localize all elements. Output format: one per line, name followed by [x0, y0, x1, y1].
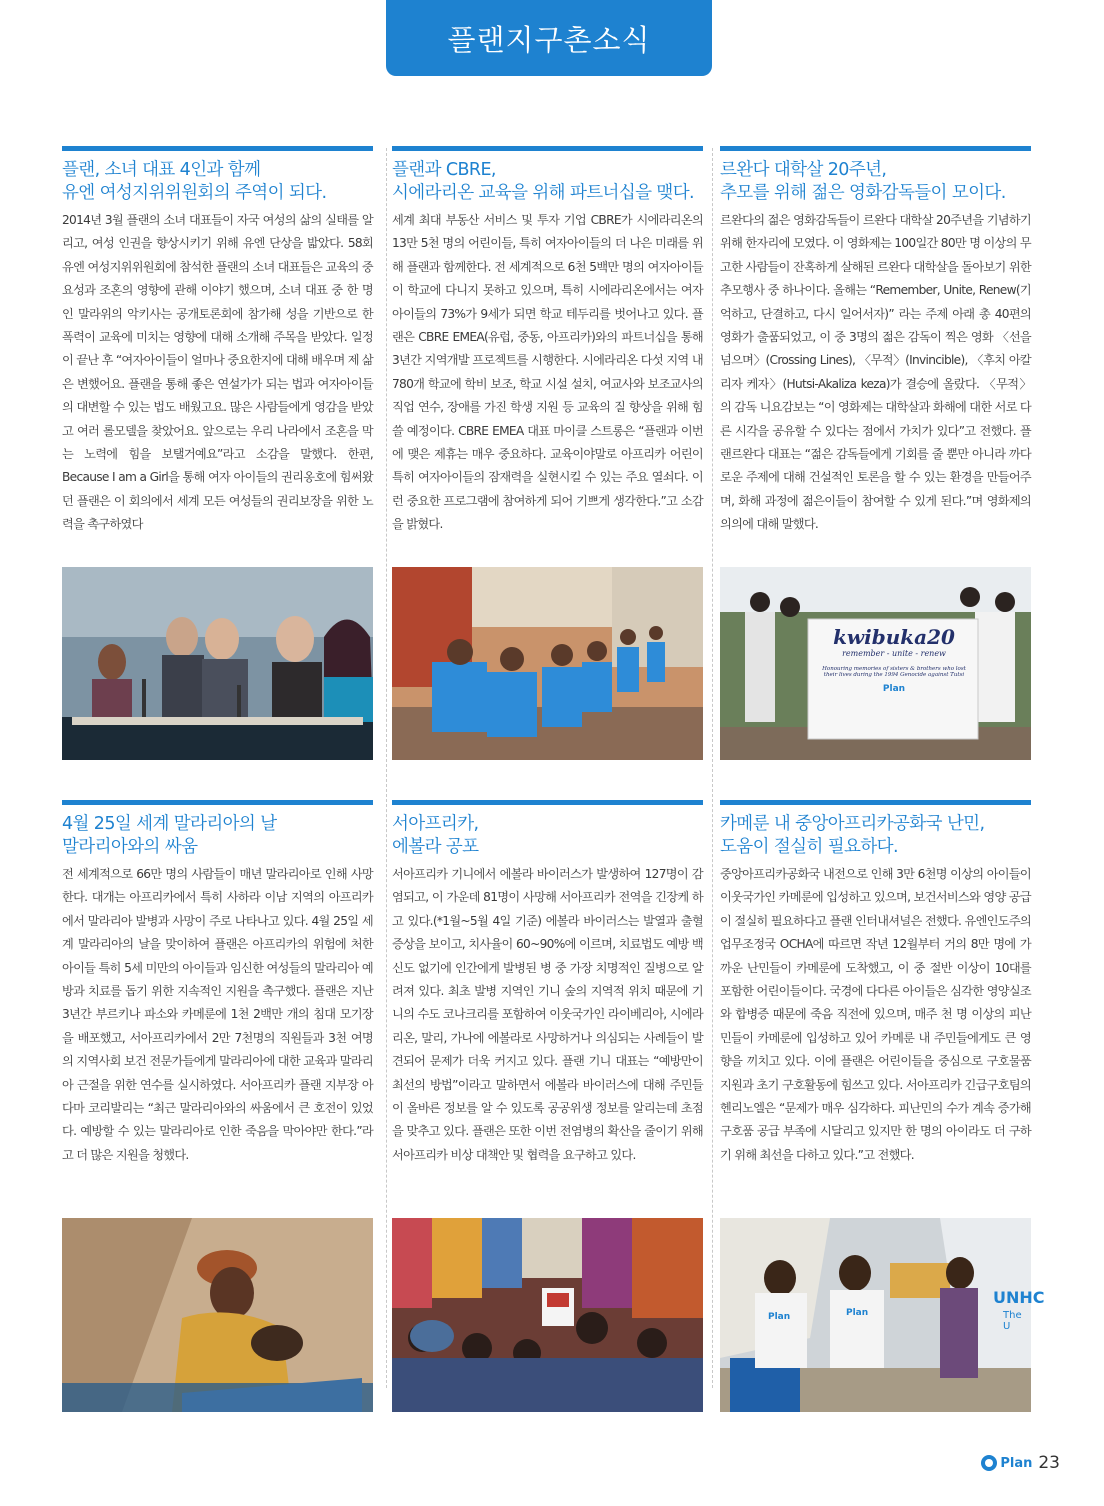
shirt-plan-logo: Plan [768, 1312, 791, 1322]
banner-plan-logo: Plan [882, 684, 906, 694]
article-cameroon [720, 800, 1031, 1191]
column-divider [386, 148, 387, 1388]
article-body: 서아프리카 기니에서 에볼라 바이러스가 발생하여 127명이 감염되고, 이 가운데 81명이 사망해 서아프리카 전역을 긴장케 하고 있다.(*1월~5월 4일 기준) 에볼라 바이러스는 발열과 출혈 증상을 보이고, 치사율이 60~90%에 이르며, 치료법도 예방 백신도 없기에 인간에게 발병된 병 중 가장 치명적인 질병으로 알려져 있다. 최초 발병 지역인 기니 숲의 지역적 위치 때문에 기니의 수도 코나크리를 포함하여 이웃국가인 라이베리아, 시에라리온, 말리, 가나에 에볼라로 사망하거나 의심되는 사례들이 발견되어 문제가 더욱 커지고 있다. 플랜 기니 대표는 “예방만이 최선의 방법”이라고 말하면서 에볼라 바이러스에 대해 주민들이 올바른 정보를 알 수 있도록 공공위생 정보를 알리는데 초점을 맞추고 있다. 플랜은 또한 이번 전염병의 확산을 줄이기 위해 서아프리카 비상 대책안 및 협력을 요구하고 있다. [392, 867, 703, 1162]
article-title-line: 서아프리카, [392, 814, 479, 834]
article-title-line: 도움이 절실히 필요하다. [720, 837, 898, 857]
article-title-line: 카메룬 내 중앙아프리카공화국 난민, [720, 814, 985, 834]
article-rule [62, 146, 373, 151]
banner-line: Honouring memories of sisters & brothers who lost [822, 666, 966, 672]
article-body: 르완다의 젊은 영화감독들이 르완다 대학살 20주년을 기념하기 위해 한자리에 모였다. 이 영화제는 100일간 80만 명 이상의 무고한 사람들이 잔혹하게 살해된 르완다 대학살을 돌아보기 위한 추모행사 중 하나이다. 올해는 “Remember, Unite, Renew(기억하고, 단결하고, 다시 일어서자)” 라는 주제 아래 총 40편의 영화가 출품되었고, 이 중 3명의 젊은 감독이 찍은 영화 〈선을 넘으며〉(Crossing Lines), 〈무적〉(Invincible), 〈후치 아칼리자 케자〉(Hutsi-Akaliza keza)가 결승에 올랐다. 〈무적〉의 감독 니요감보는 “이 영화제는 대학살과 화해에 대한 서로 다른 시각을 공유할 수 있다는 점에서 가치가 있다”고 전했다. 플랜르완다 대표는 “젊은 감독들에게 기회를 줄 뿐만 아니라 까다로운 주제에 대해 건설적인 토론을 할 수 있는 환경을 만들어주며, 화해 과정에 젊은이들이 참여할 수 있게 된다.”며 영화제의 의의에 대해 말했다. [720, 213, 1032, 532]
article-ebola [392, 800, 703, 1191]
photo-mother-baby-net [62, 1218, 373, 1412]
article-title-line: 플랜과 CBRE, [392, 160, 496, 180]
article-title [62, 159, 373, 205]
article-title-line: 플랜, 소녀 대표 4인과 함께 [62, 160, 261, 180]
article-rule [392, 800, 703, 805]
photo-sierra-leone-girls [392, 567, 703, 760]
article-title [720, 813, 1031, 859]
photo-un-panel [62, 567, 373, 760]
article-cbre [392, 146, 703, 561]
banner-title: kwibuka20 [833, 625, 955, 649]
article-rule [62, 800, 373, 805]
article-title-line: 추모를 위해 젊은 영화감독들이 모이다. [720, 183, 1006, 203]
column-divider [712, 148, 713, 1388]
article-title [392, 159, 703, 205]
page-number: 23 [1038, 1453, 1060, 1473]
photo-ebola-education [392, 1218, 703, 1412]
article-title [62, 813, 373, 859]
tent-text: UNHC [993, 1288, 1045, 1307]
article-body: 전 세계적으로 66만 명의 사람들이 매년 말라리아로 인해 사망한다. 대개는 아프리카에서 특히 사하라 이남 지역의 아프리카에서 말라리아 발병과 사망이 주로 나타나고 있다. 4월 25일 세계 말라리아의 날을 맞이하여 플랜은 아프리카의 위험에 처한 아이들 특히 5세 미만의 아이들과 임신한 여성들의 말라리아 예방과 치료를 돕기 위한 지속적인 지원을 촉구했다. 플랜은 지난 3년간 부르키나 파소와 카메룬에 1천 2백만 개의 침대 모기장을 배포했고, 서아프리카에서 2만 7천명의 직원들과 3천 여명의 지역사회 보건 전문가들에게 말라리아에 대한 교육과 말라리아 근절을 위한 연수를 실시하였다. 서아프리카 플랜 지부장 아다마 코리발리는 “최근 말라리아와의 싸움에서 큰 호전이 있었다. 예방할 수 있는 말라리아로 인한 죽음을 막아야만 한다.”라고 더 많은 지원을 청했다. [62, 867, 373, 1162]
section-title: 플랜지구촌소식 [447, 22, 651, 57]
article-title [720, 159, 1031, 205]
article-title-line: 4월 25일 세계 말라리아의 날 [62, 814, 277, 834]
article-title-line: 시에라리온 교육을 위해 파트너십을 맺다. [392, 183, 694, 203]
article-title-line: 르완다 대학살 20주년, [720, 160, 887, 180]
article-title-line: 유엔 여성지위위원회의 주역이 되다. [62, 183, 327, 203]
page-footer [981, 1453, 1060, 1473]
banner-line: their lives during the 1994 Genocide against Tutsi [823, 672, 965, 678]
tent-text: The U [1003, 1310, 1022, 1332]
section-title-tab [386, 0, 712, 76]
article-body: 세계 최대 부동산 서비스 및 투자 기업 CBRE가 시에라리온의 13만 5천 명의 어린이들, 특히 여자아이들의 더 나은 미래를 위해 플랜과 함께한다. 전 세계적으로 6천 5백만 명의 여자아이들이 학교에 다니지 못하고 있으며, 특히 시에라리온에서는 여자아이들의 73%가 9세가 되면 학교 테두리를 벗어나고 있다. 플랜은 CBRE EMEA(유럽, 중동, 아프리카)와의 파트너십을 통해 3년간 지역개발 프로젝트를 시행한다. 시에라리온 다섯 지역 내 780개 학교에 학비 보조, 학교 시설 설치, 여교사와 보조교사의 직업 연수, 장애를 가진 학생 지원 등 교육의 질 향상을 위해 힘쓸 예정이다. CBRE EMEA 대표 마이클 스트롱은 “플랜과 이번에 맺은 제휴는 매우 중요하다. 교육이야말로 아프리카 어린이 특히 여자아이들의 잠재력을 실현시킬 수 있는 주요 열쇠다. 이런 중요한 프로그램에 참여하게 되어 기쁘게 생각한다.”고 소감을 밝혔다. [392, 213, 703, 532]
article-rule [720, 800, 1031, 805]
article-title-line: 에볼라 공포 [392, 837, 479, 857]
article-title [392, 813, 703, 859]
article-rule [720, 146, 1031, 151]
plan-logo-text: Plan [1000, 1455, 1033, 1471]
article-malaria [62, 800, 373, 1191]
article-un-csw [62, 146, 373, 561]
article-rwanda [720, 146, 1031, 561]
photo-rwanda-march [720, 567, 1031, 760]
plan-logo [981, 1455, 1032, 1471]
article-body: 중앙아프리카공화국 내전으로 인해 3만 6천명 이상의 아이들이 이웃국가인 카메룬에 입성하고 있으며, 보건서비스와 영양 공급이 절실히 필요하다고 플랜 인터내셔널은 전했다. 유엔인도주의업무조정국 OCHA에 따르면 작년 12월부터 거의 8만 명에 가까운 난민들이 카메룬에 도착했고, 이 중 절반 이상이 10대를 포함한 어린이들이다. 국경에 다다른 아이들은 심각한 영양실조와 합병증 때문에 죽음 직전에 있으며, 매주 천 명 이상의 피난민들이 카메룬에 입성하고 있어 카메룬 내 주민들에게도 큰 영향을 끼치고 있다. 이에 플랜은 어린이들을 중심으로 구호물품 지원과 초기 구호활동에 힘쓰고 있다. 서아프리카 긴급구호팀의 헨리노엘은 “문제가 매우 심각하다. 피난민의 수가 계속 증가해 구호품 공급 부족에 시달리고 있지만 한 명의 아이라도 더 구하기 위해 최선을 다하고 있다.”고 전했다. [720, 867, 1031, 1162]
banner-subtitle: remember - unite - renew [842, 649, 946, 658]
shirt-plan-logo: Plan [846, 1308, 869, 1318]
article-body: 2014년 3월 플랜의 소녀 대표들이 자국 여성의 삶의 실태를 알리고, 여성 인권을 향상시키기 위해 유엔 단상을 밟았다. 58회 유엔 여성지위위원회에 참석한 플랜의 소녀 대표들은 교육의 중요성과 조혼의 영향에 관해 이야기 했으며, 소녀 대표 중 한 명인 말라위의 악키사는 공개토론회에 참가해 성을 기반으로 한 폭력이 교육에 미치는 영향에 대해 소개해 주목을 받았다. 일정이 끝난 후 “여자아이들이 얼마나 중요한지에 대해 배우며 제 삶은 변했어요. 플랜을 통해 좋은 연설가가 되는 법과 여자아이들의 대변할 수 있는 법도 배웠고요. 많은 사람들에게 영감을 받았고 여러 롤모델을 찾았어요. 앞으로는 우리 나라에서 조혼을 막는 노력에 힘을 보탤거예요”라고 소감을 말했다. 한편, Because I am a Girl을 통해 여자 아이들의 권리옹호에 힘써왔던 플랜은 이 회의에서 세계 모든 여성들의 권리보장을 위한 노력을 촉구하였다 [62, 213, 374, 532]
photo-cameroon-refugees [720, 1218, 1045, 1412]
article-title-line: 말라리아와의 싸움 [62, 837, 198, 857]
article-rule [392, 146, 703, 151]
plan-logo-icon [981, 1455, 997, 1471]
